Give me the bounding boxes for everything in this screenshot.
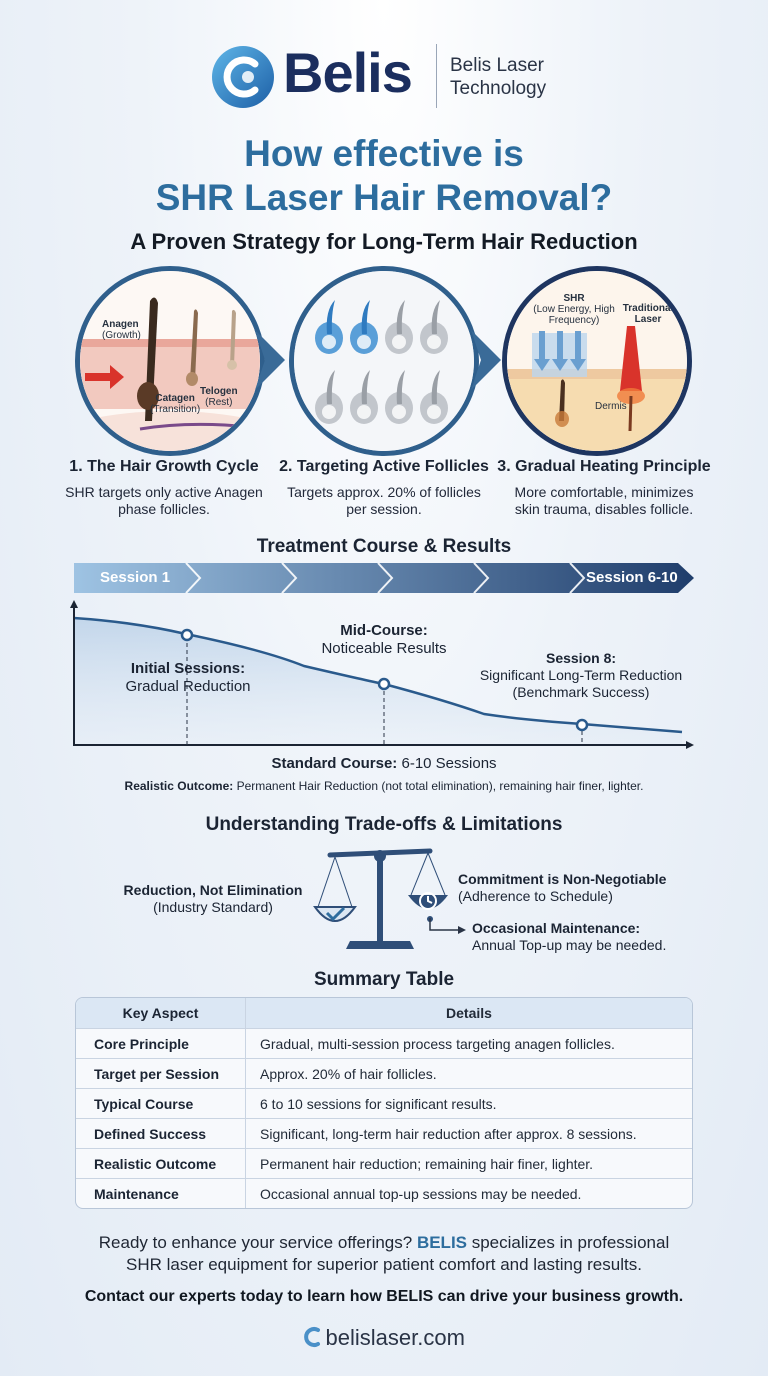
dermis-label: Dermis — [595, 401, 627, 412]
realistic-outcome: Realistic Outcome: Permanent Hair Reduction (not total elimination), remaining hair finer, lighter. — [124, 779, 644, 793]
page-subtitle: A Proven Strategy for Long-Term Hair Reduction — [130, 229, 638, 254]
step-2-desc: Targets approx. 20% of follicles per session. — [287, 484, 481, 517]
mid-course-label: Mid-Course: Noticeable Results — [321, 622, 447, 657]
follicle-core — [427, 405, 441, 419]
follicle-core — [392, 405, 406, 419]
anagen-sub: (Growth) — [102, 330, 141, 341]
telogen-sub: (Rest) — [205, 397, 233, 408]
catagen-title: Catagen — [155, 393, 195, 404]
website-link[interactable]: belislaser.com — [325, 1325, 465, 1350]
table-cell-details: Significant, long-term hair reduction after approx. 8 sessions. — [260, 1125, 637, 1142]
anagen-title: Anagen — [102, 319, 139, 330]
table-header-details: Details — [446, 1005, 492, 1021]
commitment-note: Commitment is Non-Negotiable (Adherence to Schedule) — [458, 871, 667, 904]
belis-highlight: BELIS — [416, 1233, 467, 1252]
tradeoffs-title: Understanding Trade-offs & Limitations — [205, 814, 563, 835]
session-end-label: Session 6-10 — [586, 569, 678, 586]
title-line-2: SHR Laser Hair Removal? — [155, 177, 613, 218]
initial-sessions-label: Initial Sessions: Gradual Reduction — [125, 660, 251, 695]
point-session-8 — [577, 720, 587, 730]
maintenance-note: Occasional Maintenance: Annual Top-up may be needed. — [472, 920, 667, 953]
step-2-title: 2. Targeting Active Follicles — [279, 458, 489, 475]
standard-course: Standard Course: 6-10 Sessions — [271, 755, 497, 772]
session-8-label: Session 8: Significant Long-Term Reduction (Benchmark Success) — [479, 650, 683, 700]
website-row[interactable] — [0, 1325, 768, 1355]
step-3-desc: More comfortable, minimizes skin trauma, disables follicle. — [514, 484, 694, 517]
shr-sub: (Low Energy, High Frequency) — [533, 304, 615, 326]
table-cell-aspect: Typical Course — [76, 1089, 246, 1118]
shr-label — [529, 293, 619, 326]
step-3-title: 3. Gradual Heating Principle — [497, 458, 711, 475]
chevron-right-icon — [466, 330, 506, 390]
logo-divider — [436, 44, 437, 108]
chevron-right-icon — [250, 330, 290, 390]
table-cell-aspect: Maintenance — [76, 1179, 246, 1208]
telogen-label — [200, 386, 238, 408]
traditional-laser-label: Traditional Laser — [622, 303, 674, 325]
table-row — [76, 1118, 692, 1148]
table-cell-aspect: Defined Success — [76, 1119, 246, 1148]
logo-row — [0, 42, 768, 112]
table-cell-aspect: Realistic Outcome — [76, 1149, 246, 1178]
results-curve — [64, 598, 704, 758]
reduction-not-elimination: Reduction, Not Elimination (Industry Standard) — [123, 882, 303, 915]
session-progress-bar — [74, 563, 694, 593]
follicle-grid-icon — [294, 271, 474, 451]
table-header-row — [76, 998, 692, 1028]
brand-name: Belis — [283, 41, 412, 104]
follicle-core — [392, 335, 406, 349]
table-cell-details: Permanent hair reduction; remaining hair finer, lighter. — [260, 1155, 594, 1172]
point-initial — [182, 630, 192, 640]
follicle-core — [322, 335, 336, 349]
follicle-core — [357, 405, 371, 419]
follicles-illustration — [289, 266, 479, 456]
table-row — [76, 1028, 692, 1058]
catagen-sub: (Transition) — [150, 404, 201, 415]
title-line-1: How effective is — [244, 133, 524, 174]
table-row — [76, 1178, 692, 1208]
summary-title: Summary Table — [313, 969, 455, 990]
table-header-aspect: Key Aspect — [76, 998, 246, 1028]
catagen-label — [150, 393, 200, 415]
hair-cycle-illustration — [75, 266, 265, 456]
anagen-label — [102, 319, 141, 341]
telogen-title: Telogen — [200, 386, 238, 397]
table-row — [76, 1148, 692, 1178]
point-mid — [379, 679, 389, 689]
table-row — [76, 1088, 692, 1118]
cta-paragraph: Ready to enhance your service offerings? BELIS specializes in professional SHR laser equipment for superior patient comfort and lasting results. — [98, 1233, 670, 1274]
arrow-right-icon — [428, 918, 468, 938]
table-cell-details: Occasional annual top-up sessions may be needed. — [260, 1185, 582, 1202]
table-cell-details: Gradual, multi-session process targeting anagen follicles. — [260, 1035, 615, 1052]
hair-follicle-icon — [80, 271, 260, 451]
table-cell-details: 6 to 10 sessions for significant results. — [260, 1095, 497, 1112]
summary-table — [75, 997, 693, 1209]
page-title — [0, 132, 768, 220]
balance-scale-icon — [310, 845, 450, 955]
brand-tagline: Belis Laser Technology — [450, 55, 547, 99]
contact-cta: Contact our experts today to learn how BELIS can drive your business growth. — [84, 1288, 684, 1305]
shr-title: SHR — [563, 293, 585, 304]
session-start-label: Session 1 — [100, 569, 171, 586]
follicle-core — [427, 335, 441, 349]
table-cell-details: Approx. 20% of hair follicles. — [260, 1065, 437, 1082]
table-cell-aspect: Target per Session — [76, 1059, 246, 1088]
treatment-title: Treatment Course & Results — [256, 536, 512, 557]
follicle-core — [322, 405, 336, 419]
step-1-title: 1. The Hair Growth Cycle — [69, 458, 259, 475]
heating-illustration — [502, 266, 692, 456]
belis-small-logo-icon — [303, 1326, 321, 1348]
step-1-desc: SHR targets only active Anagen phase follicles. — [65, 484, 263, 517]
belis-logo-icon — [210, 44, 276, 110]
follicle-core — [357, 335, 371, 349]
table-cell-aspect: Core Principle — [76, 1029, 246, 1058]
table-row — [76, 1058, 692, 1088]
